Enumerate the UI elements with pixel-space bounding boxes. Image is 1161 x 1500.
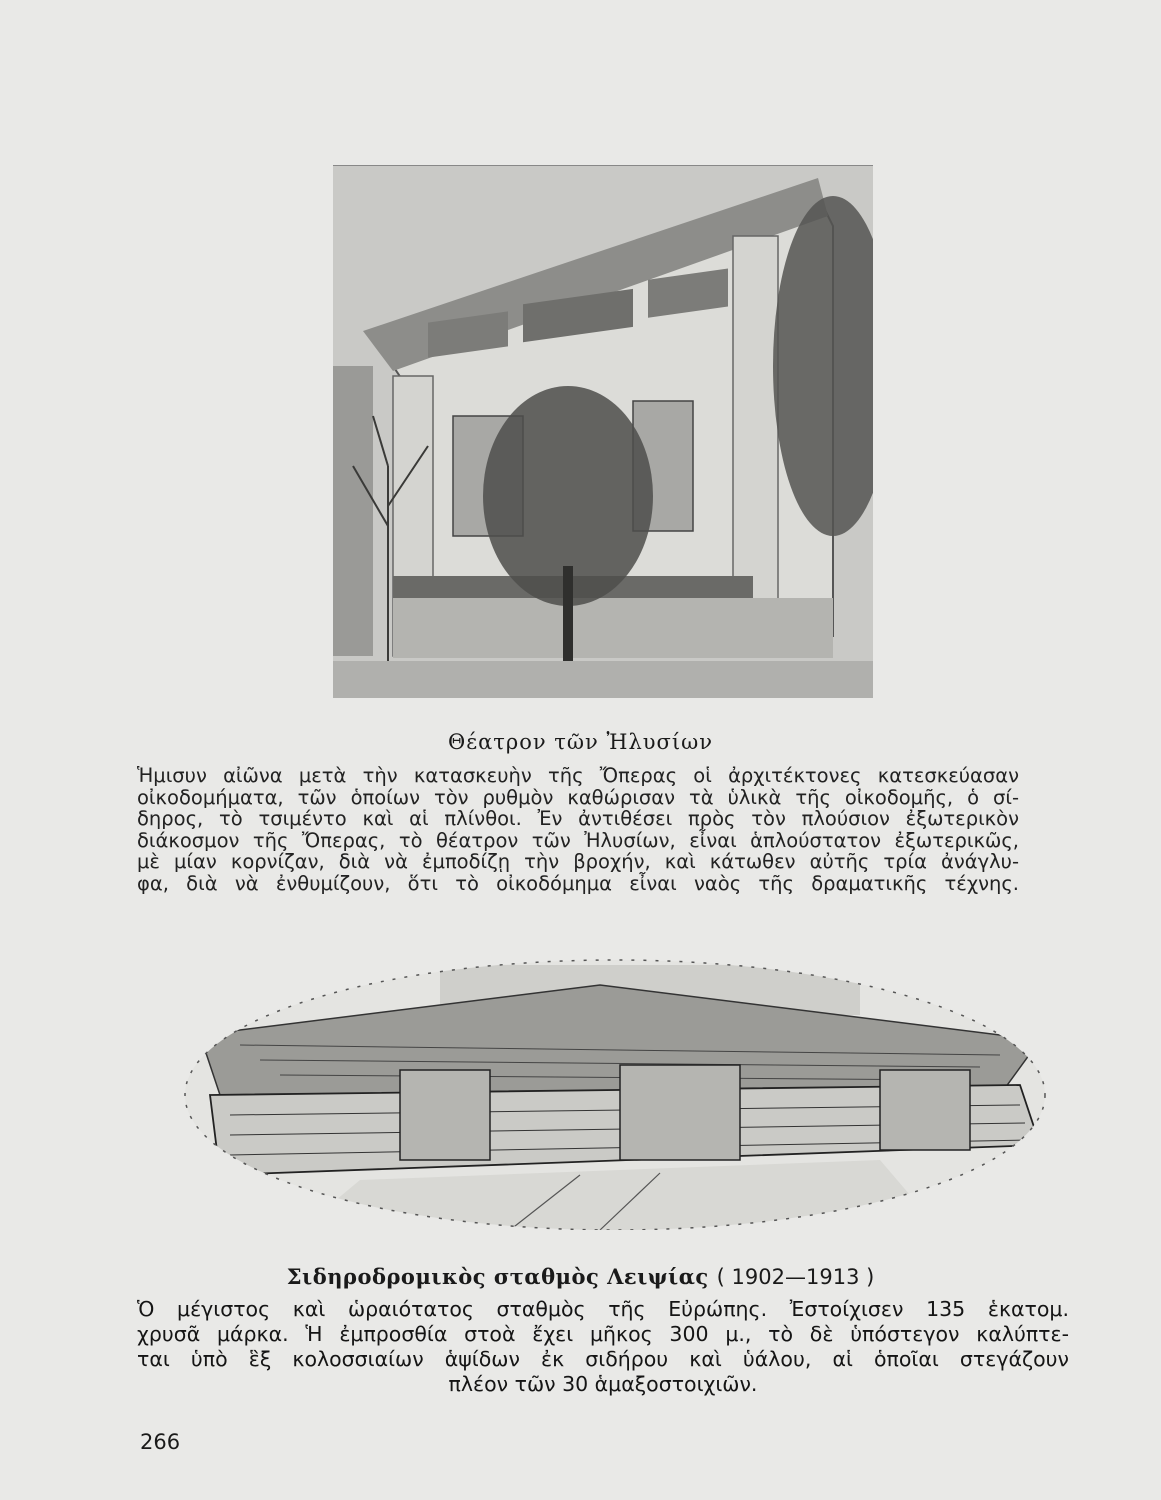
station-description [137,1297,1069,1397]
station-caption-years: ( 1902—1913 ) [716,1265,875,1289]
station-engraving-illustration [180,945,1050,1230]
leipzig-station-engraving [180,945,1050,1230]
text-line: φα, διὰ νὰ ἐνθυμίζουν, ὅτι τὸ οἰκοδόμημα εἶναι ναὸς τῆς δραματικῆς τέχνης. [137,871,1019,895]
text-line: μὲ μίαν κορνίζαν, διὰ νὰ ἐμποδίζῃ τὴν βροχήν, καὶ κάτωθεν αὐτῆς τρία ἀνάγλυ- [137,850,1019,873]
text-line: χρυσᾶ μάρκα. Ἡ ἐμπροσθία στοὰ ἔχει μῆκος 300 μ., τὸ δὲ ὑπόστεγον καλύπτε- [137,1322,1069,1346]
text-line: διάκοσμον τῆς Ὄπερας, τὸ θέατρον τῶν Ἠλυσίων, εἶναι ἁπλούστατον ἐξωτερικῶς, [137,828,1019,852]
theatre-description [137,765,1019,894]
text-line: οἰκοδομήματα, τῶν ὁποίων τὸν ρυθμὸν καθώρισαν τὰ ὑλικὰ τῆς οἰκοδομῆς, ὁ σί- [137,785,1019,809]
text-line: δηρος, τὸ τσιμέντο καὶ αἱ πλίνθοι. Ἐν ἀντιθέσει πρὸς τὸν πλούσιον ἐξωτερικὸν [137,807,1019,830]
text-line: ται ὑπὸ ἓξ κολοσσιαίων ἁψίδων ἐκ σιδήρου καὶ ὑάλου, αἱ ὁποῖαι στεγάζουν [137,1347,1069,1371]
text-line: πλέον τῶν 30 ἁμαξοστοιχιῶν. [448,1372,758,1396]
station-caption [0,1264,1161,1289]
theatre-photo-illustration [333,166,873,698]
theatre-caption: Θέατρον τῶν Ἠλυσίων [447,730,713,754]
text-line: Ἡμισυν αἰῶνα μετὰ τὴν κατασκευὴν τῆς Ὄπερας οἱ ἀρχιτέκτονες κατεσκεύασαν [137,764,1019,787]
theatre-photograph [333,165,873,698]
text-line: Ὁ μέγιστος καὶ ὡραιότατος σταθμὸς τῆς Εὐρώπης. Ἐστοίχισεν 135 ἑκατομ. [137,1297,1069,1321]
page-number: 266 [140,1430,181,1454]
station-caption-title: Σιδηροδρομικὸς σταθμὸς Λειψίας [286,1264,709,1289]
